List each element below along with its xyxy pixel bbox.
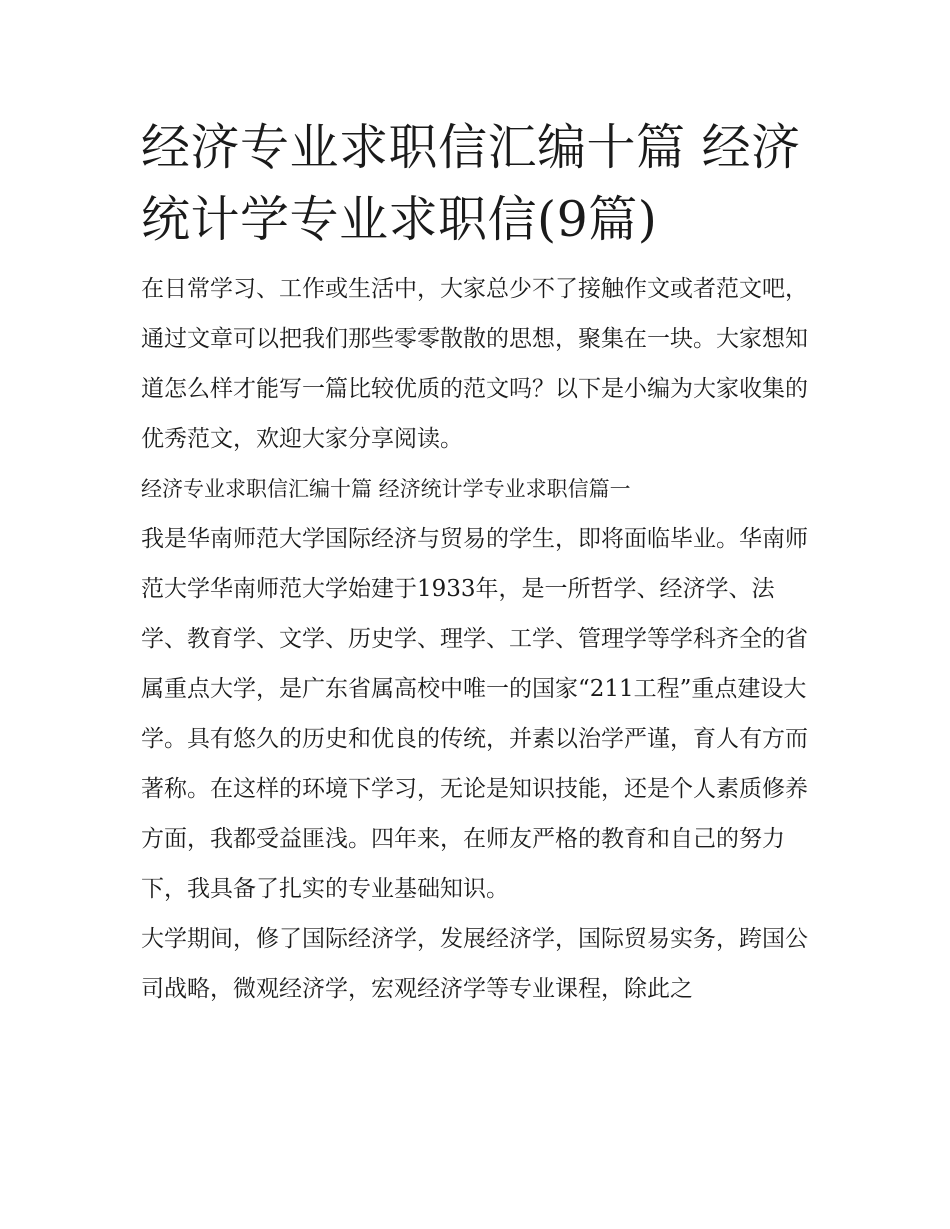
intro-paragraph: 在日常学习、工作或生活中，大家总少不了接触作文或者范文吧，通过文章可以把我们那些零零散散的思想，聚集在一块。大家想知道怎么样才能写一篇比较优质的范文吗？以下是小编为大家收集的优秀范文，欢迎大家分享阅读。 [141,276,808,452]
document-body [141,112,813,1014]
body-paragraph-2: 大学期间，修了国际经济学，发展经济学，国际贸易实务，跨国公司战略，微观经济学，宏观经济学等专业课程，除此之 [141,926,808,1002]
section-heading: 经济专业求职信汇编十篇 经济统计学专业求职信篇一 [141,477,631,501]
body-paragraph-1: 我是华南师范大学国际经济与贸易的学生，即将面临毕业。华南师范大学华南师范大学始建于1933年，是一所哲学、经济学、法学、教育学、文学、历史学、理学、工学、管理学等学科齐全的省属重点大学，是广东省属高校中唯一的国家“211工程”重点建设大学。具有悠久的历史和优良的传统，并素以治学严谨，育人有方而著称。在这样的环境下学习，无论是知识技能，还是个人素质修养方面，我都受益匪浅。四年来，在师友严格的教育和自己的努力下，我具备了扎实的专业基础知识。 [141,526,808,902]
document-title: 经济专业求职信汇编十篇 经济统计学专业求职信(9篇) [141,119,801,248]
